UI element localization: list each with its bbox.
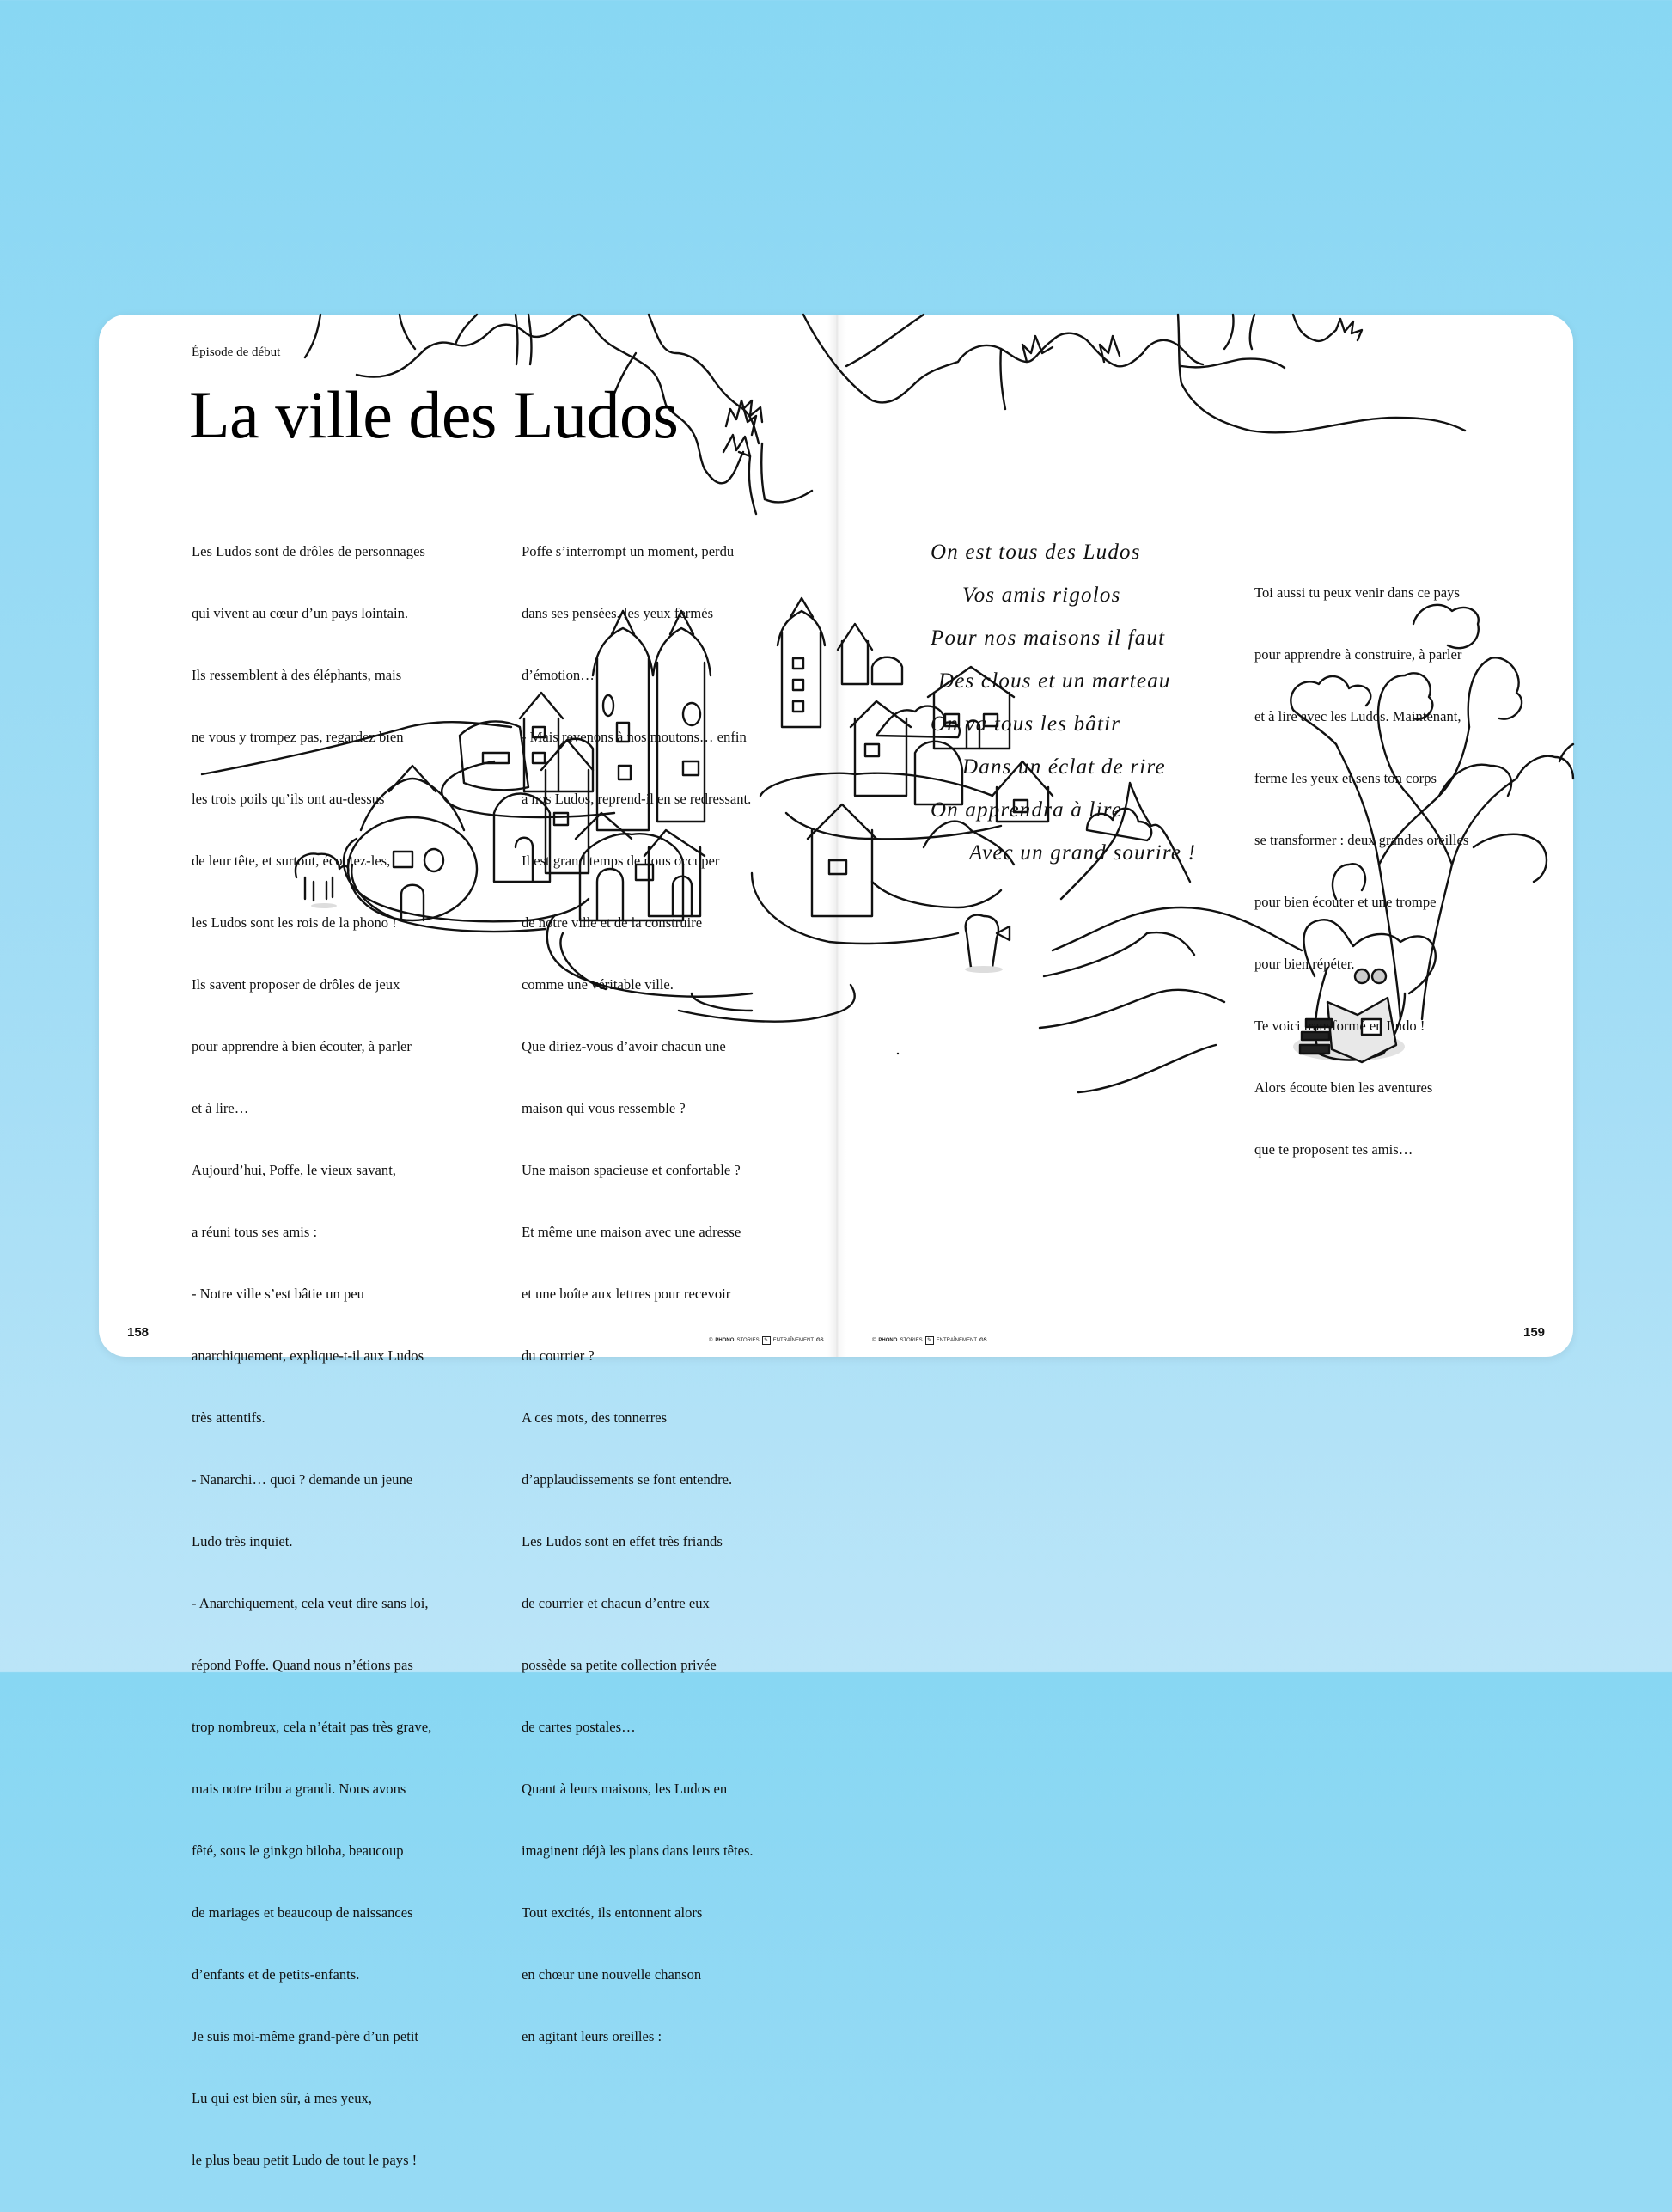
- song-line: On est tous des Ludos: [931, 541, 1141, 564]
- page-number-right: 159: [1523, 1325, 1546, 1340]
- text-line: maison qui vous ressemble ?: [522, 1100, 686, 1116]
- text-line: Je suis moi-même grand-père d’un petit: [192, 2028, 419, 2044]
- text-line: Que diriez-vous d’avoir chacun une: [522, 1038, 726, 1054]
- copyright-symbol: ©: [709, 1338, 713, 1343]
- text-line: ne vous y trompez pas, regardez bien: [192, 729, 404, 745]
- text-line: Une maison spacieuse et confortable ?: [522, 1162, 741, 1178]
- text-line: Il est grand temps de nous occuper: [522, 852, 720, 869]
- text-line: et à lire…: [192, 1100, 249, 1116]
- text-line: d’applaudissements se font entendre.: [522, 1471, 733, 1488]
- text-line: - Nanarchi… quoi ? demande un jeune: [192, 1471, 413, 1488]
- text-line: Lu qui est bien sûr, à mes yeux,: [192, 2090, 372, 2106]
- pencil-icon: ✎: [925, 1336, 934, 1345]
- page-title: La ville des Ludos: [189, 377, 679, 452]
- text-line: Les Ludos sont en effet très friands: [522, 1533, 723, 1549]
- text-line: - Notre ville s’est bâtie un peu: [192, 1286, 364, 1302]
- text-line: de cartes postales…: [522, 1719, 636, 1735]
- text-line: à nos Ludos, reprend-il en se redressant.: [522, 791, 752, 807]
- page-number-left: 158: [127, 1325, 150, 1340]
- text-line: en agitant leurs oreilles :: [522, 2028, 662, 2044]
- text-line: - Anarchiquement, cela veut dire sans loi,: [192, 1595, 429, 1611]
- song-line: Vos amis rigolos: [962, 584, 1121, 607]
- text-line: qui vivent au cœur d’un pays lointain.: [192, 605, 409, 621]
- text-line: très attentifs.: [192, 1409, 265, 1426]
- text-line: mais notre tribu a grandi. Nous avons: [192, 1781, 406, 1797]
- copyright-symbol: ©: [872, 1338, 876, 1343]
- credit-level: GS: [979, 1338, 987, 1343]
- text-line: en chœur une nouvelle chanson: [522, 1966, 702, 1983]
- text-line: Ludo très inquiet.: [192, 1533, 293, 1549]
- text-line: anarchiquement, explique-t-il aux Ludos: [192, 1347, 424, 1364]
- text-line: ferme les yeux et sens ton corps: [1254, 770, 1437, 786]
- text-line: - Mais revenons à nos moutons… enfin: [522, 729, 747, 745]
- text-line: Toi aussi tu peux venir dans ce pays: [1254, 584, 1460, 601]
- song-line: On va tous les bâtir: [931, 712, 1121, 736]
- credit-level: GS: [816, 1338, 824, 1343]
- copyright-credit-left: [709, 1336, 824, 1345]
- song-line: Pour nos maisons il faut: [931, 626, 1166, 650]
- text-line: pour apprendre à bien écouter, à parler: [192, 1038, 412, 1054]
- text-line: de notre ville et de la construire: [522, 914, 703, 931]
- right-canopy-icon: [803, 315, 1465, 432]
- brand-suffix: STORIES: [736, 1338, 760, 1343]
- text-line: A ces mots, des tonnerres: [522, 1409, 668, 1426]
- song-line: Avec un grand sourire !: [969, 841, 1197, 865]
- text-line: pour apprendre à construire, à parler: [1254, 646, 1462, 663]
- brand-name: PHONO: [715, 1338, 735, 1343]
- text-line: de leur tête, et surtout, écoutez-les,: [192, 852, 391, 869]
- text-line: pour bien écouter et une trompe: [1254, 894, 1437, 910]
- brand-suffix: STORIES: [900, 1338, 923, 1343]
- text-line: et à lire avec les Ludos. Maintenant,: [1254, 708, 1461, 724]
- song-line: Dans un éclat de rire: [962, 755, 1166, 779]
- story-column-2: [522, 500, 754, 2088]
- story-column-1: [192, 500, 431, 2212]
- credit-label: ENTRAÎNEMENT: [772, 1338, 815, 1343]
- text-line: pour bien répéter.: [1254, 956, 1355, 972]
- text-line: Quant à leurs maisons, les Ludos en: [522, 1781, 728, 1797]
- text-line: Poffe s’interrompt un moment, perdu: [522, 543, 735, 559]
- text-line: imaginent déjà les plans dans leurs têtes.: [522, 1842, 754, 1859]
- text-line: de mariages et beaucoup de naissances: [192, 1904, 413, 1921]
- text-line: Alors écoute bien les aventures: [1254, 1079, 1433, 1096]
- text-line: Ils savent proposer de drôles de jeux: [192, 976, 400, 993]
- credit-label: ENTRAÎNEMENT: [936, 1338, 978, 1343]
- book-spread: [99, 315, 1573, 2168]
- text-line: d’émotion…: [522, 667, 595, 683]
- text-line: les Ludos sont les rois de la phono !: [192, 914, 397, 931]
- text-line: Te voici transformé en Ludo !: [1254, 1017, 1425, 1034]
- text-line: du courrier ?: [522, 1347, 595, 1364]
- song-line: Des clous et un marteau: [938, 669, 1171, 693]
- text-line: Aujourd’hui, Poffe, le vieux savant,: [192, 1162, 396, 1178]
- text-line: les trois poils qu’ils ont au-dessus: [192, 791, 385, 807]
- text-line: Et même une maison avec une adresse: [522, 1224, 741, 1240]
- text-line: répond Poffe. Quand nous n’étions pas: [192, 1657, 413, 1673]
- text-line: Les Ludos sont de drôles de personnages: [192, 543, 425, 559]
- song-line: On apprendra à lire: [931, 798, 1123, 822]
- episode-label: Épisode de début: [192, 345, 281, 359]
- text-line: de courrier et chacun d’entre eux: [522, 1595, 710, 1611]
- text-line: et une boîte aux lettres pour recevoir: [522, 1286, 731, 1302]
- text-line: possède sa petite collection privée: [522, 1657, 717, 1673]
- text-line: Tout excités, ils entonnent alors: [522, 1904, 703, 1921]
- copyright-credit-right: [872, 1336, 987, 1345]
- small-ludo-trumpet-icon: [965, 915, 1010, 973]
- brand-name: PHONO: [878, 1338, 898, 1343]
- text-line: se transformer : deux grandes oreilles: [1254, 832, 1469, 848]
- text-line: a réuni tous ses amis :: [192, 1224, 318, 1240]
- text-line: Ils ressemblent à des éléphants, mais: [192, 667, 402, 683]
- text-line: dans ses pensées, les yeux fermés: [522, 605, 714, 621]
- text-line: fêté, sous le ginkgo biloba, beaucoup: [192, 1842, 404, 1859]
- song-lyrics: [931, 531, 1196, 875]
- text-line: que te proposent tes amis…: [1254, 1141, 1413, 1158]
- text-line: trop nombreux, cela n’était pas très grave,: [192, 1719, 432, 1735]
- text-line: d’enfants et de petits-enfants.: [192, 1966, 360, 1983]
- invitation-column: [1254, 541, 1468, 1201]
- text-line: comme une véritable ville.: [522, 976, 674, 993]
- text-line: le plus beau petit Ludo de tout le pays !: [192, 2152, 418, 2168]
- pencil-icon: ✎: [762, 1336, 771, 1345]
